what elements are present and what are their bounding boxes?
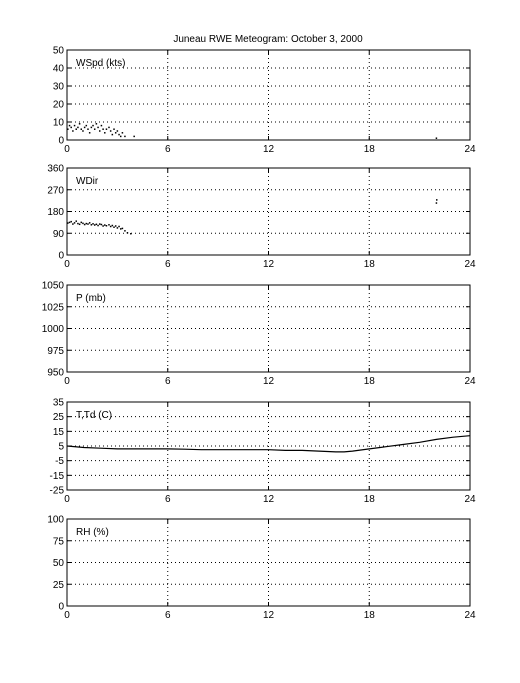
wspd-data-point [118,134,120,136]
wdir-data-point [113,226,115,228]
wdir-data-point [104,224,106,226]
pressure-panel [42,281,476,388]
rh-ytick-label: 0 [58,601,64,613]
wdir-xtick-label: 6 [164,259,171,270]
wdir-data-point [77,223,79,225]
wspd-data-point [87,128,89,130]
wspd-data-point [91,127,93,128]
pressure-ytick-label: 975 [47,345,64,357]
wspd-data-point [77,127,79,128]
pressure-xtick-label: 24 [464,376,476,387]
wspd-data-point [102,128,104,130]
temp-dewpoint-panel-label: T,Td (C) [76,410,113,421]
pressure-xtick-label: 6 [164,376,171,387]
wspd-data-point [101,125,103,127]
wdir-data-point [127,232,129,234]
wspd-data-point [110,130,112,132]
wspd-panel-label: WSpd (kts) [76,58,126,69]
wdir-xtick-label: 18 [363,259,375,270]
wspd-data-point [108,127,110,128]
wspd-data-point [72,130,74,132]
wspd-data-point [81,128,83,130]
wdir-ytick-label: 0 [58,250,64,262]
wspd-data-point [124,136,126,138]
wdir-data-point [96,224,98,226]
temp-dewpoint-xtick-label: 12 [262,494,275,505]
wdir-data-point [436,199,438,201]
wspd-data-point [84,127,86,128]
temp-dewpoint-xtick-label: 0 [64,494,70,505]
wspd-data-point [120,136,122,138]
wspd-ytick-label: 0 [58,135,64,147]
rh-ytick-label: 75 [52,536,64,548]
wspd-data-point [92,125,94,127]
wspd-xtick-label: 0 [64,144,70,155]
wdir-data-point [108,224,110,226]
wdir-data-point [94,224,96,226]
temp-dewpoint-xtick-label: 6 [164,494,171,505]
wdir-data-point [102,225,104,227]
temp-dewpoint-ytick-label: -25 [49,485,64,497]
rh-panel-label: RH (%) [76,527,109,538]
wspd-data-point [104,132,106,134]
wspd-xtick-label: 6 [164,144,171,155]
wdir-data-point [124,230,126,232]
wdir-data-point [84,224,86,226]
wspd-panel [53,46,476,156]
wspd-data-point [69,125,71,127]
temp-dewpoint-ytick-label: 5 [58,441,64,453]
wdir-data-point [115,225,117,227]
rh-panel [47,515,476,622]
temp-dewpoint-ytick-label: 15 [52,426,64,438]
wspd-data-point [112,134,114,136]
pressure-ytick-label: 1025 [41,302,64,314]
rh-ytick-label: 50 [52,558,64,569]
wdir-panel-label: WDir [76,176,99,187]
wspd-xtick-label: 12 [262,144,275,155]
rh-ytick-label: 25 [52,579,64,591]
wdir-panel [47,164,476,271]
wspd-ytick-label: 10 [52,117,64,129]
wdir-xtick-label: 0 [64,259,70,270]
temp-dewpoint-ytick-label: -5 [55,456,64,468]
pressure-panel-label: P (mb) [76,293,106,304]
wspd-data-point [75,128,77,130]
wdir-ytick-label: 360 [47,163,64,175]
wspd-data-point [94,128,96,130]
wspd-data-point [115,132,117,134]
temp-dewpoint-xtick-label: 18 [363,494,375,505]
pressure-ytick-label: 1050 [41,280,64,292]
wdir-ytick-label: 180 [47,207,64,218]
wdir-data-point [112,225,114,227]
wdir-data-point [436,202,438,204]
wdir-data-point [101,224,103,226]
wspd-data-point [99,130,101,132]
wdir-data-point [106,225,108,227]
rh-xtick-label: 18 [363,610,375,621]
wspd-data-point [96,123,98,125]
wdir-data-point [82,223,84,225]
rh-xtick-label: 24 [464,610,476,621]
wdir-data-point [89,222,91,224]
wspd-xtick-label: 18 [363,144,375,155]
wspd-xtick-label: 24 [464,144,476,155]
wdir-data-point [110,226,112,228]
wspd-data-point [106,128,108,130]
figure-title: Juneau RWE Meteogram: October 3, 2000 [173,34,363,45]
wdir-data-point [87,223,89,225]
wdir-data-point [75,220,77,222]
pressure-ytick-label: 1000 [41,324,64,335]
wdir-data-point [79,224,81,226]
wdir-data-point [130,233,132,235]
wdir-data-point [69,222,71,224]
wdir-ytick-label: 270 [47,185,64,197]
temp-dewpoint-xtick-label: 24 [464,494,476,505]
temp-dewpoint-ytick-label: 25 [52,412,64,424]
wdir-data-point [81,222,83,224]
wspd-data-point [67,128,69,130]
wspd-data-point [117,130,119,132]
wspd-data-point [113,128,115,130]
wdir-xtick-label: 24 [464,259,476,270]
wspd-data-point [436,137,438,139]
temp-dewpoint-ytick-label: 35 [52,397,64,409]
wspd-data-point [97,127,99,128]
rh-xtick-label: 12 [262,610,275,621]
wspd-ytick-label: 20 [52,99,64,111]
rh-xtick-label: 6 [164,610,171,621]
wdir-data-point [120,228,122,230]
wdir-data-point [72,223,74,225]
wspd-data-point [79,123,81,125]
wspd-data-point [70,127,72,128]
rh-xtick-label: 0 [64,610,70,621]
wspd-ytick-label: 30 [52,81,64,93]
wdir-data-point [86,223,88,225]
pressure-xtick-label: 0 [64,376,70,387]
wspd-data-point [86,125,88,127]
wdir-data-point [70,221,72,223]
wdir-data-point [118,226,120,228]
wdir-ytick-label: 90 [52,228,64,240]
rh-ytick-label: 100 [47,514,64,526]
wspd-data-point [122,132,124,134]
wspd-ytick-label: 50 [52,45,64,57]
wdir-data-point [122,228,124,230]
pressure-xtick-label: 18 [363,376,375,387]
wdir-data-point [117,227,119,229]
wspd-data-point [89,132,91,134]
wdir-xtick-label: 12 [262,259,275,270]
wdir-data-point [67,222,69,224]
wdir-data-point [99,223,101,225]
temp-dewpoint-ytick-label: -15 [49,470,64,482]
wspd-data-point [74,125,76,127]
temp-dewpoint-panel [50,398,476,506]
pressure-ytick-label: 950 [47,367,64,379]
wspd-ytick-label: 40 [52,63,64,75]
wdir-data-point [74,222,76,224]
wdir-data-point [97,225,99,227]
wspd-data-point [82,130,84,132]
wspd-data-point [133,136,135,138]
pressure-xtick-label: 12 [262,376,275,387]
wdir-data-point [91,224,93,226]
wdir-data-point [92,223,94,225]
